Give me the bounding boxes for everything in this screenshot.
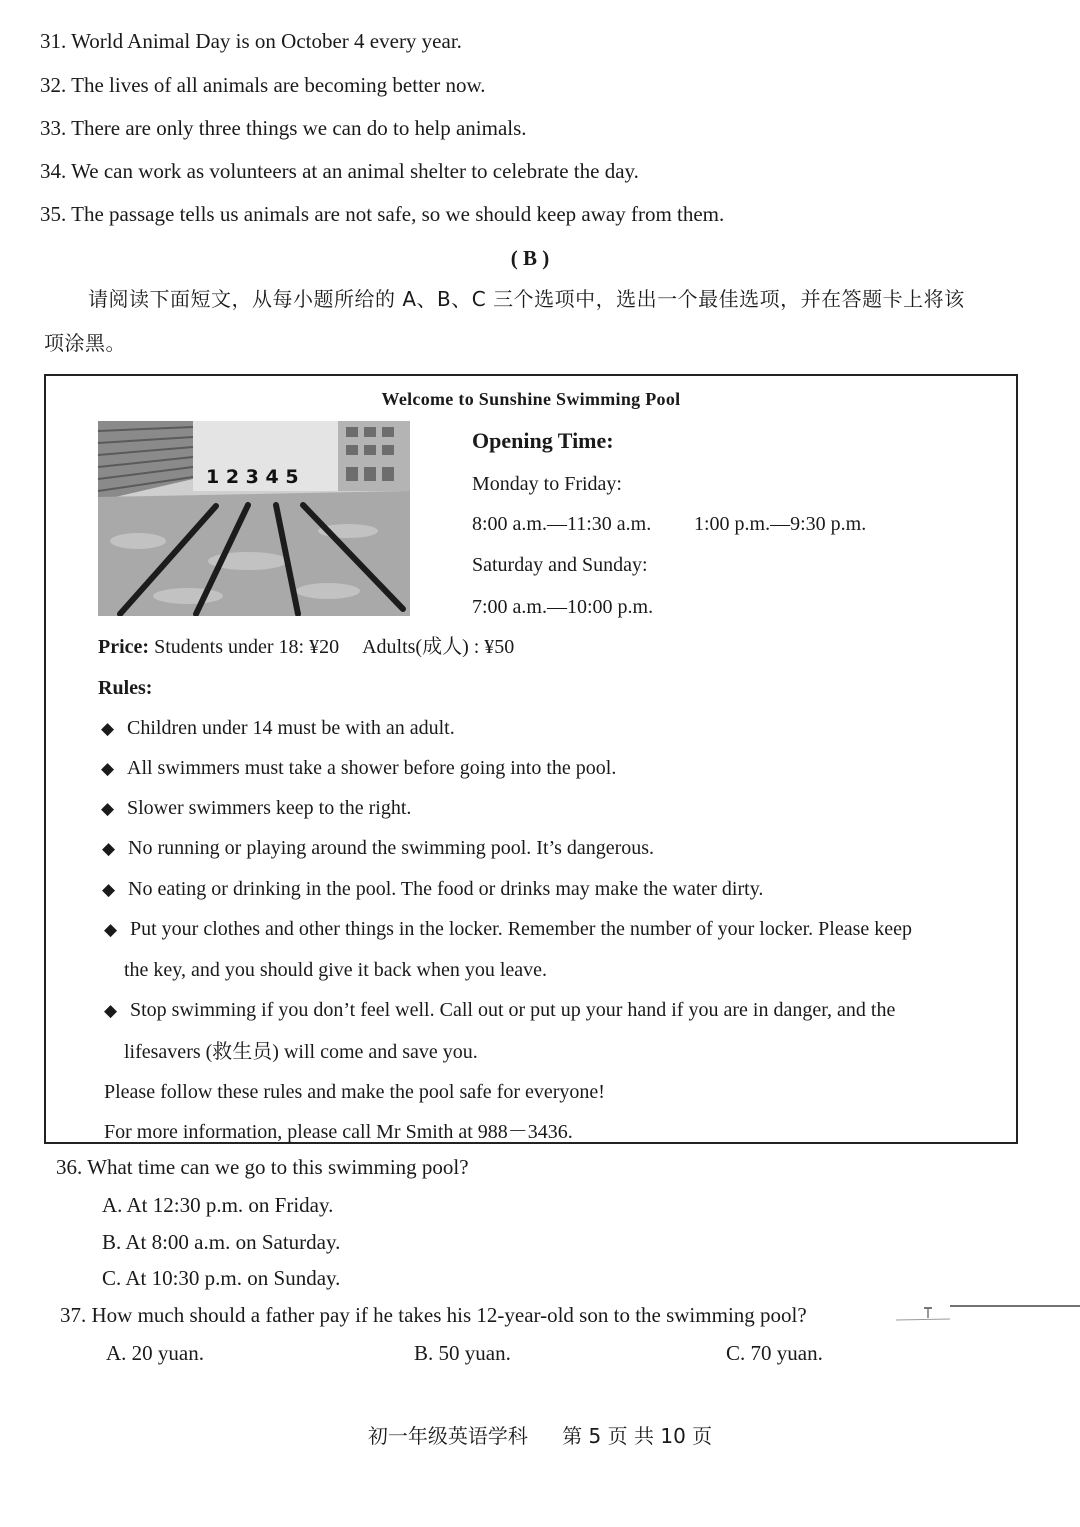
bullet-icon: ◆: [101, 799, 115, 819]
pool-notice-box: [44, 374, 1018, 1144]
footer-subject: 初一年级英语学科: [367, 1424, 528, 1448]
q36-option-b: B. At 8:00 a.m. on Saturday.: [102, 1230, 341, 1254]
bullet-icon: ◆: [102, 880, 116, 900]
rule-text: No running or playing around the swimming pool. It’s dangerous.: [128, 837, 655, 859]
bullet-icon: ◆: [104, 920, 118, 940]
closing-line: Please follow these rules and make the pool safe for everyone!: [104, 1081, 605, 1103]
statement-32: 32. The lives of all animals are becoming better now.: [40, 73, 486, 97]
bullet-icon: ◆: [101, 759, 115, 779]
opening-time-heading: Opening Time:: [472, 428, 614, 453]
section-label: ( B ): [510, 246, 550, 270]
page-footer: [0, 1420, 1080, 1449]
bullet-icon: ◆: [104, 1001, 118, 1021]
rule-item: [101, 715, 455, 742]
instructions-line-1: 请阅读下面短文，从每小题所给的 A、B、C 三个选项中，选出一个最佳选项，并在答题卡上将该: [88, 287, 965, 311]
statement-33: 33. There are only three things we can do to help animals.: [40, 116, 527, 140]
rule-text: No eating or drinking in the pool. The food or drinks may make the water dirty.: [128, 878, 764, 900]
q37-option-b: B. 50 yuan.: [414, 1341, 511, 1365]
question-36: 36. What time can we go to this swimming pool?: [56, 1155, 469, 1179]
rule-text: Slower swimmers keep to the right.: [127, 797, 412, 819]
statement-34: 34. We can work as volunteers at an animal shelter to celebrate the day.: [40, 159, 639, 183]
statement-31: 31. World Animal Day is on October 4 every year.: [40, 29, 462, 53]
contact-line: For more information, please call Mr Smith at 988－3436.: [104, 1121, 573, 1143]
rules-heading: Rules:: [98, 677, 153, 699]
q37-option-c: C. 70 yuan.: [726, 1341, 823, 1365]
price-line: [98, 634, 514, 660]
weekend-hours: 7:00 a.m.—10:00 p.m.: [472, 596, 654, 618]
weekday-afternoon-hours: 1:00 p.m.—9:30 p.m.: [694, 513, 867, 535]
question-37: 37. How much should a father pay if he takes his 12-year-old son to the swimming pool?: [60, 1303, 807, 1327]
weekday-morning-hours: 8:00 a.m.—11:30 a.m.: [472, 513, 652, 535]
q37-option-a: A. 20 yuan.: [106, 1341, 204, 1365]
rule-continuation: lifesavers (救生员) will come and save you.: [124, 1041, 478, 1063]
rule-text: All swimmers must take a shower before going into the pool.: [127, 757, 617, 779]
price-label: Price:: [98, 636, 150, 658]
q36-option-a: A. At 12:30 p.m. on Friday.: [102, 1193, 334, 1217]
statement-35: 35. The passage tells us animals are not safe, so we should keep away from them.: [40, 202, 725, 226]
footer-page-number: 第 5 页 共 10 页: [562, 1424, 713, 1448]
rule-item: [104, 997, 895, 1024]
weekday-label: Monday to Friday:: [472, 473, 622, 495]
rule-item: [101, 755, 616, 782]
rule-item: [102, 835, 654, 862]
rule-item: [104, 916, 912, 943]
instructions-line-2: 项涂黑。: [44, 331, 126, 355]
rule-text: Children under 14 must be with an adult.: [127, 717, 455, 739]
swimming-pool-image: [98, 421, 410, 616]
rule-item: [102, 876, 763, 903]
notice-title: Welcome to Sunshine Swimming Pool: [381, 389, 681, 409]
lane-numbers: 1 2 3 4 5: [206, 466, 299, 488]
weekend-label: Saturday and Sunday:: [472, 554, 648, 576]
rule-continuation: the key, and you should give it back when you leave.: [124, 959, 548, 981]
price-students: Students under 18: ¥20: [154, 636, 340, 658]
bullet-icon: ◆: [101, 719, 115, 739]
bullet-icon: ◆: [102, 839, 116, 859]
q36-option-c: C. At 10:30 p.m. on Sunday.: [102, 1266, 341, 1290]
rule-text: Stop swimming if you don’t feel well. Call out or put up your hand if you are in danger, and the: [130, 999, 896, 1021]
pencil-mark-decoration: [896, 1304, 1080, 1326]
rule-item: [101, 795, 411, 822]
price-adults: Adults(成人) : ¥50: [362, 636, 515, 658]
rule-text: Put your clothes and other things in the locker. Remember the number of your locker. Please keep: [130, 918, 913, 940]
